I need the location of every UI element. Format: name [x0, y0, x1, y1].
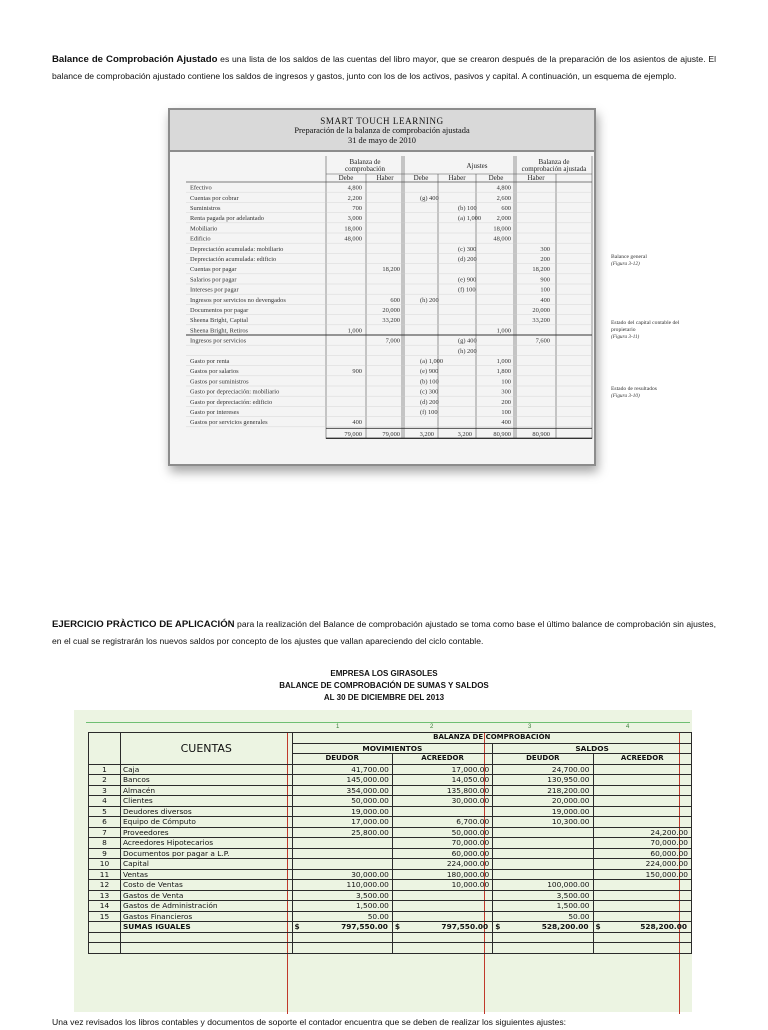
note-title: Estado de resultados: [611, 386, 657, 392]
account-name: Ventas: [120, 869, 292, 880]
amount: 400: [352, 419, 362, 427]
mov-deudor: 145,000.00: [292, 775, 392, 786]
adjust: (b) 100: [458, 205, 477, 212]
saldo-deudor: [493, 869, 593, 880]
empty-cell: [593, 943, 691, 954]
currency-sign: $: [294, 922, 300, 931]
saldo-deudor: 50.00: [493, 911, 593, 922]
amount: 600: [501, 205, 511, 212]
total-label: SUMAS IGUALES: [120, 922, 292, 933]
empty-row: [89, 943, 692, 954]
saldo-deudor: 10,300.00: [493, 817, 593, 828]
mov-deudor: 110,000.00: [292, 880, 392, 891]
adjust: (f) 100: [458, 286, 476, 294]
mov-acreedor: 17,000.00: [392, 764, 492, 775]
note-title: Balance general: [611, 254, 647, 260]
amount: 48,000: [493, 235, 511, 243]
total: 3,200: [419, 430, 434, 438]
mov-deudor: 3,500.00: [292, 890, 392, 901]
row-number: 4: [89, 796, 121, 807]
girasoles-table: [88, 732, 692, 954]
empty-cell: [292, 932, 392, 943]
colnum: 2: [430, 724, 434, 730]
row-number: 15: [89, 911, 121, 922]
account-name: Caja: [120, 764, 292, 775]
saldo-deudor: [493, 859, 593, 870]
account-name: Deudores diversos: [120, 806, 292, 817]
mov-deudor: [292, 838, 392, 849]
account-name: Suministros: [190, 205, 221, 212]
saldo-deudor: [493, 827, 593, 838]
closing-paragraph: Una vez revisados los libros contables y documentos de soporte el contador encuentra que se deben de realizar los siguientes ajustes:: [52, 1017, 567, 1027]
row-number: 11: [89, 869, 121, 880]
amount: 100: [501, 409, 511, 416]
table-row: [89, 848, 692, 859]
adjust: (d) 200: [420, 398, 439, 406]
account-name: Documentos por pagar a L.P.: [120, 848, 292, 859]
adjust: (c) 300: [458, 245, 477, 253]
mov-deudor: 30,000.00: [292, 869, 392, 880]
amount: 4,800: [347, 184, 362, 192]
mov-acreedor: [392, 911, 492, 922]
account-name: Gastos de Administración: [120, 901, 292, 912]
amount: 400: [501, 419, 511, 427]
saldo-deudor: 20,000.00: [493, 796, 593, 807]
mov-acreedor: 70,000.00: [392, 838, 492, 849]
account-name: Gastos por suministros: [190, 378, 249, 386]
row-number: 10: [89, 859, 121, 870]
subheader: DEUDOR: [292, 754, 392, 765]
girasoles-title-1: EMPRESA LOS GIRASOLES: [330, 669, 438, 678]
currency-sign: $: [394, 922, 401, 931]
account-name: Salarios por pagar: [190, 276, 237, 284]
header-row: [89, 733, 692, 744]
total-value: 528,200.00: [541, 922, 589, 931]
total: 79,000: [382, 430, 400, 438]
mov-deudor: 25,800.00: [292, 827, 392, 838]
adjust: (g) 400: [420, 194, 439, 202]
empty-cell: [593, 932, 691, 943]
intro-paragraph: [52, 51, 716, 84]
table-row: [89, 911, 692, 922]
saldo-acreedor: [593, 911, 691, 922]
saldo-deudor: 218,200.00: [493, 785, 593, 796]
total: 79,000: [344, 430, 362, 438]
saldo-deudor: 130,950.00: [493, 775, 593, 786]
saldo-acreedor: 24,200.00: [593, 827, 691, 838]
account-name: Edificio: [190, 235, 211, 243]
saldo-deudor: 100,000.00: [493, 880, 593, 891]
account-name: Costo de Ventas: [120, 880, 292, 891]
account-name: Intereses por pagar: [190, 286, 239, 294]
account-name: Ingresos por servicios no devengados: [190, 296, 286, 304]
subhead: Debe: [488, 174, 504, 182]
total: 80,900: [532, 430, 550, 438]
adjust: (a) 1,000: [420, 358, 444, 365]
saldo-deudor: 24,700.00: [493, 764, 593, 775]
note-ref: (Figura 3-12): [611, 261, 640, 267]
adjust: (a) 1,000: [458, 215, 482, 223]
account-name: Sheena Bright, Capital: [190, 317, 249, 325]
adjust: (d) 200: [458, 256, 477, 263]
account-name: Bancos: [120, 775, 292, 786]
row-number: 14: [89, 901, 121, 912]
table-row: [89, 890, 692, 901]
mov-acreedor: 180,000.00: [392, 869, 492, 880]
total-amount: [593, 922, 691, 933]
account-name: Depreciación acumulada: edificio: [190, 256, 277, 263]
saldo-acreedor: [593, 764, 691, 775]
total-value: 797,550.00: [441, 922, 489, 931]
empty-cell: [89, 932, 121, 943]
row-number: 13: [89, 890, 121, 901]
account-name: Gasto por depreciación: edificio: [190, 398, 273, 406]
account-name: Gastos Financieros: [120, 911, 292, 922]
amount: 48,000: [344, 235, 362, 243]
row-number: 9: [89, 848, 121, 859]
account-name: Proveedores: [120, 827, 292, 838]
amount: 2,600: [496, 194, 511, 202]
amount: 900: [352, 368, 362, 376]
amount: 7,600: [535, 337, 550, 345]
figure-subtitle: Preparación de la balanza de comprobación ajustada: [294, 126, 470, 135]
table-row: [89, 806, 692, 817]
account-name: Gasto por intereses: [190, 409, 239, 416]
total-amount: [493, 922, 593, 933]
amount: 200: [540, 256, 550, 263]
total: 3,200: [457, 430, 472, 438]
note-estado-resultados: [611, 386, 681, 400]
amount: 18,200: [382, 266, 400, 274]
amount: 7,000: [385, 337, 400, 345]
corner-cell: [89, 733, 121, 765]
mov-deudor: 354,000.00: [292, 785, 392, 796]
table-row: [89, 901, 692, 912]
amount: 33,200: [532, 317, 550, 325]
total-amount: [292, 922, 392, 933]
mov-acreedor: 30,000.00: [392, 796, 492, 807]
row-number: 7: [89, 827, 121, 838]
figure-company: SMART TOUCH LEARNING: [320, 116, 444, 126]
empty-cell: [89, 943, 121, 954]
adjust: (c) 300: [420, 388, 439, 396]
subheader: ACREEDOR: [392, 754, 492, 765]
mov-deudor: [292, 859, 392, 870]
amount: 18,000: [344, 225, 362, 233]
saldo-deudor: [493, 838, 593, 849]
amount: 700: [352, 205, 362, 212]
saldo-deudor: 1,500.00: [493, 901, 593, 912]
table-row: [89, 775, 692, 786]
amount: 3,000: [347, 215, 362, 223]
mov-acreedor: 10,000.00: [392, 880, 492, 891]
mov-acreedor: 60,000.00: [392, 848, 492, 859]
empty-cell: [493, 943, 593, 954]
smart-touch-figure: [168, 108, 596, 466]
row-number: 5: [89, 806, 121, 817]
girasoles-sheet: [74, 710, 692, 1012]
row-number: 3: [89, 785, 121, 796]
mov-acreedor: 6,700.00: [392, 817, 492, 828]
empty-cell: [89, 922, 121, 933]
amount: 300: [540, 245, 550, 253]
amount: 2,200: [347, 194, 362, 202]
amount: 200: [501, 398, 511, 406]
total-value: 528,200.00: [640, 922, 687, 931]
account-name: Gastos de Venta: [120, 890, 292, 901]
table-row: [89, 785, 692, 796]
table-row: [89, 869, 692, 880]
row-number: 2: [89, 775, 121, 786]
header-cuentas: CUENTAS: [120, 733, 292, 765]
account-name: Renta pagada por adelantado: [190, 215, 264, 223]
account-name: Documentos por pagar: [190, 307, 249, 314]
group-header: Balanza de: [538, 158, 570, 166]
amount: 600: [390, 296, 400, 304]
saldo-acreedor: [593, 806, 691, 817]
row-number: 8: [89, 838, 121, 849]
mov-acreedor: 135,800.00: [392, 785, 492, 796]
row-number: 12: [89, 880, 121, 891]
mov-deudor: 1,500.00: [292, 901, 392, 912]
adjust: (h) 200: [458, 347, 477, 355]
amount: 400: [540, 296, 550, 304]
saldo-acreedor: 150,000.00: [593, 869, 691, 880]
colnum: 3: [528, 724, 532, 730]
table-row: [89, 859, 692, 870]
saldo-deudor: 19,000.00: [493, 806, 593, 817]
saldo-deudor: 3,500.00: [493, 890, 593, 901]
mov-acreedor: [392, 901, 492, 912]
total-amount: [392, 922, 492, 933]
intro-lead: Balance de Comprobación Ajustado: [52, 54, 218, 65]
mov-deudor: 41,700.00: [292, 764, 392, 775]
note-balance-general: [611, 254, 681, 268]
note-title: Estado del capital contable del propietario: [611, 320, 680, 333]
exercise-text: para la realización del Balance de comprobación ajustado se toma como base el último balance de comprobación sin ajustes, en el cual se registrarán los nuevos saldos por concepto de los ajustes que vallan apareciendo del ciclo contable.: [52, 619, 716, 646]
mov-acreedor: [392, 890, 492, 901]
header-saldos: SALDOS: [493, 743, 692, 754]
adjust: (g) 400: [458, 337, 477, 345]
currency-sign: $: [495, 922, 501, 931]
group-header: comprobación: [344, 165, 386, 173]
intro-text: es una lista de los saldos de las cuentas del libro mayor, que se crearon después de la preparación de los asientos de ajuste. El balance de comprobación ajustado contiene los saldos de ingresos y gastos, junto con los de los activos, pasivos y capital. A continuación, un esquema de ejemplo.: [52, 54, 716, 81]
note-ref: (Figura 3-11): [611, 334, 640, 340]
amount: 1,000: [496, 327, 511, 335]
total-value: 797,550.00: [341, 922, 388, 931]
girasoles-title-3: AL 30 DE DICIEMBRE DEL 2013: [323, 693, 445, 702]
empty-cell: [120, 932, 292, 943]
amount: 1,000: [347, 327, 362, 335]
amount: 18,000: [493, 225, 511, 233]
account-name: Depreciación acumulada: mobiliario: [190, 245, 284, 253]
subhead: Debe: [413, 174, 429, 182]
account-name: Ingresos por servicios: [190, 337, 247, 345]
account-name: Clientes: [120, 796, 292, 807]
account-name: Sheena Bright, Retiros: [190, 327, 249, 335]
account-name: Acreedores Hipotecarios: [120, 838, 292, 849]
mov-acreedor: 224,000.00: [392, 859, 492, 870]
mov-acreedor: [392, 806, 492, 817]
adjust: (e) 900: [458, 276, 477, 284]
account-name: Gastos por salarios: [190, 368, 239, 376]
subhead: Haber: [448, 174, 466, 182]
table-row: [89, 796, 692, 807]
account-name: Cuentas por pagar: [190, 266, 237, 274]
adjust: (b) 100: [420, 378, 439, 386]
table-row: [89, 817, 692, 828]
row-number: 6: [89, 817, 121, 828]
saldo-acreedor: [593, 901, 691, 912]
amount: 100: [501, 378, 511, 386]
saldo-acreedor: 224,000.00: [593, 859, 691, 870]
amount: 900: [540, 276, 550, 284]
mov-deudor: 50.00: [292, 911, 392, 922]
empty-cell: [392, 932, 492, 943]
account-name: Equipo de Cómputo: [120, 817, 292, 828]
girasoles-title-2: BALANCE DE COMPROBACIÓN DE SUMAS Y SALDOS: [279, 681, 489, 690]
mov-deudor: [292, 848, 392, 859]
mov-acreedor: 50,000.00: [392, 827, 492, 838]
colnum: 4: [626, 724, 630, 730]
saldo-acreedor: [593, 785, 691, 796]
note-ref: (Figura 3-10): [611, 393, 640, 399]
amount: 100: [540, 286, 550, 294]
adjust: (h) 200: [420, 296, 439, 304]
amount: 2,000: [496, 215, 511, 223]
colnum: 1: [336, 724, 340, 730]
exercise-lead: EJERCICIO PRÀCTICO DE APLICACIÓN: [52, 619, 235, 630]
amount: 20,000: [532, 307, 550, 314]
group-header: Ajustes: [466, 162, 488, 170]
saldo-acreedor: [593, 775, 691, 786]
saldo-acreedor: 60,000.00: [593, 848, 691, 859]
saldo-acreedor: [593, 796, 691, 807]
group-header: comprobación ajustada: [521, 165, 587, 173]
figure-date: 31 de mayo de 2010: [348, 136, 416, 145]
mov-deudor: 50,000.00: [292, 796, 392, 807]
empty-cell: [493, 932, 593, 943]
header-balanza: BALANZA DE COMPROBACIÓN: [292, 733, 691, 744]
account-name: Almacén: [120, 785, 292, 796]
empty-row: [89, 932, 692, 943]
total: 80,900: [493, 430, 511, 438]
note-estado-capital: [611, 320, 681, 341]
amount: 300: [501, 388, 511, 396]
saldo-acreedor: 70,000.00: [593, 838, 691, 849]
amount: 20,000: [382, 307, 400, 314]
row-number: 1: [89, 764, 121, 775]
subhead: Haber: [527, 174, 545, 182]
mov-deudor: 17,000.00: [292, 817, 392, 828]
adjust: (f) 100: [420, 409, 438, 416]
amount: 1,800: [496, 368, 511, 376]
table-row: [89, 838, 692, 849]
subhead: Debe: [338, 174, 354, 182]
table-row: [89, 764, 692, 775]
subheader: DEUDOR: [493, 754, 593, 765]
saldo-deudor: [493, 848, 593, 859]
saldo-acreedor: [593, 817, 691, 828]
amount: 4,800: [496, 184, 511, 192]
sheet-rule: [86, 722, 690, 723]
saldo-acreedor: [593, 880, 691, 891]
adjust: (e) 900: [420, 368, 439, 376]
currency-sign: $: [595, 922, 601, 931]
empty-cell: [392, 943, 492, 954]
amount: 33,200: [382, 317, 400, 325]
mov-acreedor: 14,050.00: [392, 775, 492, 786]
empty-cell: [120, 943, 292, 954]
saldo-acreedor: [593, 890, 691, 901]
table-row: [89, 880, 692, 891]
group-header: Balanza de: [349, 158, 381, 166]
amount: 1,000: [496, 358, 511, 365]
amount: 18,200: [532, 266, 550, 274]
empty-cell: [292, 943, 392, 954]
account-name: Capital: [120, 859, 292, 870]
account-name: Efectivo: [190, 184, 212, 192]
account-name: Gasto por renta: [190, 358, 230, 365]
mov-deudor: 19,000.00: [292, 806, 392, 817]
account-name: Gasto por depreciación: mobiliario: [190, 388, 280, 396]
figure-table: [170, 154, 594, 460]
figure-header: [170, 110, 594, 152]
account-name: Mobiliario: [190, 225, 218, 233]
account-name: Cuentas por cobrar: [190, 194, 239, 202]
subheader: ACREEDOR: [593, 754, 691, 765]
account-name: Gastos por servicios generales: [190, 419, 268, 427]
subhead: Haber: [376, 174, 394, 182]
totals-row: [89, 922, 692, 933]
header-movimientos: MOVIMIENTOS: [292, 743, 493, 754]
table-row: [89, 827, 692, 838]
exercise-paragraph: [52, 616, 716, 649]
